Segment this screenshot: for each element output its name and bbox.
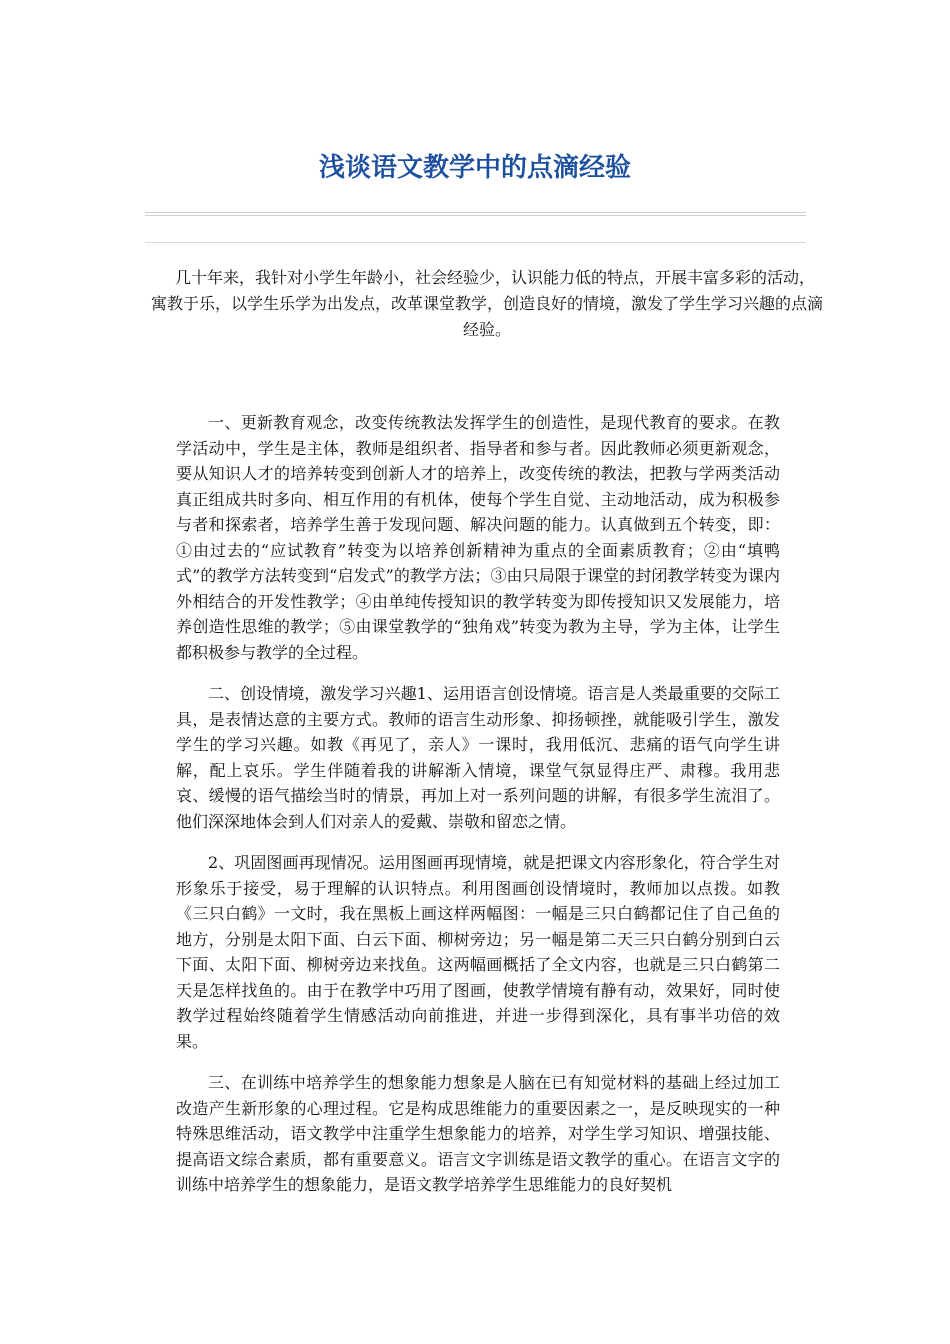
title-divider-top <box>145 212 806 216</box>
summary-line-rest: 寓教于乐，以学生乐学为出发点，改革课堂教学，创造良好的情境，激发了学生学习兴趣的点滴经验。 <box>150 294 823 339</box>
document-title: 浅谈语文教学中的点滴经验 <box>318 153 631 183</box>
summary-line-1: 几十年来，我针对小学生年龄小，社会经验少，认识能力低的特点，开展丰富多彩的活动， <box>175 268 816 287</box>
paragraph-1: 一、更新教育观念，改变传统教法发挥学生的创造性，是现代教育的要求。在教学活动中，学生是主体，教师是组织者、指导者和参与者。因此教师必须更新观念，要从知识人才的培养转变到创新人才的培养上，改变传统的教法，把教与学两类活动真正组成共时多向、相互作用的有机体，使每个学生自觉、主动地活动，成为积极参与者和探索者，培养学生善于发现问题、解决问题的能力。认真做到五个转变，即：①由过去的“应试教育”转变为以培养创新精神为重点的全面素质教育；②由“填鸭式”的教学方法转变到“启发式”的教学方法；③由只局限于课堂的封闭教学转变为课内外相结合的开发性教学；④由单纯传授知识的教学转变为即传授知识又发展能力，培养创造性思维的教学；⑤由课堂教学的“独角戏”转变为教为主导，学为主体，让学生都积极参与教学的全过程。 <box>176 413 780 662</box>
summary <box>145 265 829 343</box>
paragraph-3: 2、巩固图画再现情况。运用图画再现情境，就是把课文内容形象化，符合学生对形象乐于接受，易于理解的认识特点。利用图画创设情境时，教师加以点拨。如教《三只白鹤》一文时，我在黑板上画这样两幅图：一幅是三只白鹤都记住了自己鱼的地方，分别是太阳下面、白云下面、柳树旁边；另一幅是第二天三只白鹤分别到白云下面、太阳下面、柳树旁边来找鱼。这两幅画概括了全文内容，也就是三只白鹤第二天是怎样找鱼的。由于在教学中巧用了图画，使教学情境有静有动，效果好，同时使教学过程始终随着学生情感活动向前推进，并进一步得到深化，具有事半功倍的效果。 <box>176 853 780 1051</box>
article-body <box>176 410 780 1214</box>
paragraph-4: 三、在训练中培养学生的想象能力想象是人脑在已有知觉材料的基础上经过加工改造产生新形象的心理过程。它是构成思维能力的重要因素之一，是反映现实的一种特殊思维活动，语文教学中注重学生想象能力的培养，对学生学习知识、增强技能、提高语文综合素质，都有重要意义。语言文字训练是语文教学的重心。在语言文字的训练中培养学生的想象能力，是语文教学培养学生思维能力的良好契机 <box>176 1073 780 1194</box>
title-divider-bottom <box>145 242 806 243</box>
paragraph-2: 二、创设情境，激发学习兴趣1、运用语言创设情境。语言是人类最重要的交际工具，是表情达意的主要方式。教师的语言生动形象、抑扬顿挫，就能吸引学生，激发学生的学习兴趣。如教《再见了，亲人》一课时，我用低沉、悲痛的语气向学生讲解，配上哀乐。学生伴随着我的讲解渐入情境，课堂气氛显得庄严、肃穆。我用悲哀、缓慢的语气描绘当时的情景，再加上对一系列问题的讲解，有很多学生流泪了。他们深深地体会到人们对亲人的爱戴、崇敬和留恋之情。 <box>176 684 780 831</box>
